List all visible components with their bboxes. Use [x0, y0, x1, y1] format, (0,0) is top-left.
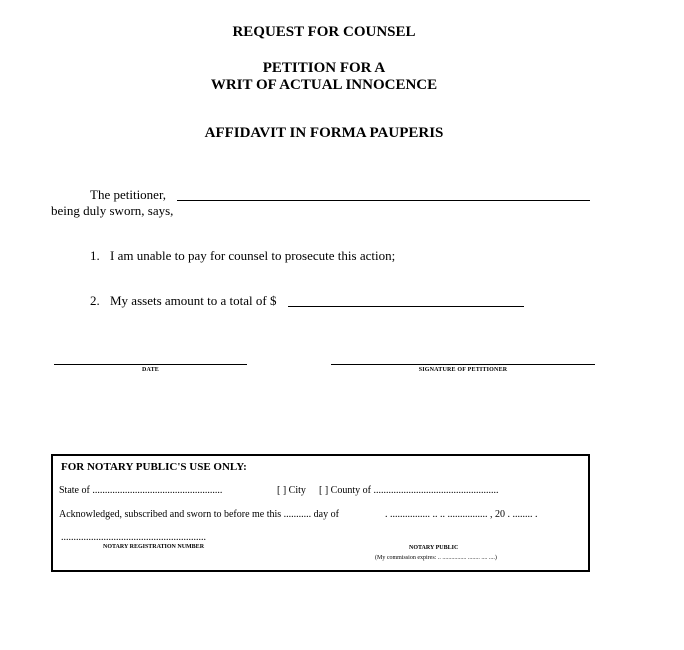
- petitioner-label: The petitioner,: [90, 187, 167, 202]
- petition-title-line2: WRIT OF ACTUAL INNOCENCE: [210, 77, 438, 93]
- notary-state-field[interactable]: State of ....................................................: [59, 485, 223, 496]
- notary-date-field[interactable]: . ................ .. .. ................ , 20 . ........ .: [385, 509, 538, 520]
- assets-amount-field[interactable]: [288, 306, 524, 307]
- sworn-text: being duly sworn, says,: [51, 203, 174, 218]
- notary-section: [51, 454, 590, 572]
- document-title: REQUEST FOR COUNSEL: [232, 24, 416, 40]
- petition-title-line1: PETITION FOR A: [262, 60, 386, 76]
- statement-2-number: 2.: [90, 293, 100, 308]
- date-caption: DATE: [141, 367, 160, 373]
- notary-commission-field[interactable]: (My commission expires: .. ................ ........ .... ....): [375, 555, 497, 561]
- notary-heading: FOR NOTARY PUBLIC'S USE ONLY:: [61, 461, 247, 473]
- affidavit-title: AFFIDAVIT IN FORMA PAUPERIS: [204, 125, 444, 141]
- notary-acknowledged-text: Acknowledged, subscribed and sworn to before me this ........... day of: [59, 509, 339, 520]
- notary-city-checkbox[interactable]: [ ] City: [277, 485, 306, 496]
- petitioner-name-field[interactable]: [177, 200, 590, 201]
- notary-registration-field[interactable]: ..........................................................: [61, 532, 206, 543]
- notary-public-caption: NOTARY PUBLIC: [409, 545, 459, 551]
- signature-caption: SIGNATURE OF PETITIONER: [418, 367, 508, 373]
- petitioner-signature-line[interactable]: [331, 364, 595, 365]
- date-signature-line[interactable]: [54, 364, 247, 365]
- notary-county-field[interactable]: [ ] County of ..................................................: [319, 485, 499, 496]
- notary-registration-caption: NOTARY REGISTRATION NUMBER: [103, 544, 205, 550]
- statement-1-number: 1.: [90, 248, 100, 263]
- statement-1-text: I am unable to pay for counsel to prosecute this action;: [110, 248, 396, 263]
- statement-2-text: My assets amount to a total of $: [110, 293, 277, 308]
